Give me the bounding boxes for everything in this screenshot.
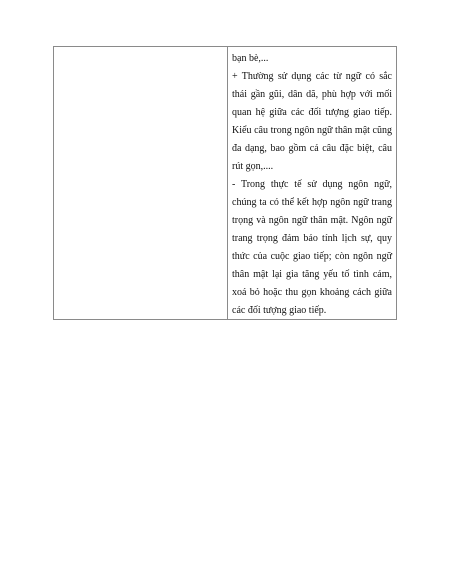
- table-cell-right: [228, 47, 396, 319]
- table-cell-left: [54, 47, 228, 319]
- content-table: [53, 46, 397, 320]
- paragraph-friends-continuation: bạn bè,...: [232, 53, 269, 64]
- paragraph-combined-language-use: - Trong thực tế sử dụng ngôn ngữ, chúng ta có thể kết hợp ngôn ngữ trang trọng và ngôn ngữ thân mật. Ngôn ngữ trang trọng đảm bảo tính lịch sự, quy thức của cuộc giao tiếp; còn ngôn ngữ thân mật lại gia tăng yếu tố tình cảm, xoá bỏ hoặc thu gọn khoảng cách giữa các đối tượng giao tiếp.: [232, 179, 392, 316]
- paragraph-informal-vocabulary: + Thường sử dụng các từ ngữ có sắc thái gần gũi, dân dã, phù hợp với mối quan hệ giữa các đối tượng giao tiếp. Kiểu câu trong ngôn ngữ thân mật cũng đa dạng, bao gồm cả câu đặc biệt, câu rút gọn,....: [232, 71, 392, 172]
